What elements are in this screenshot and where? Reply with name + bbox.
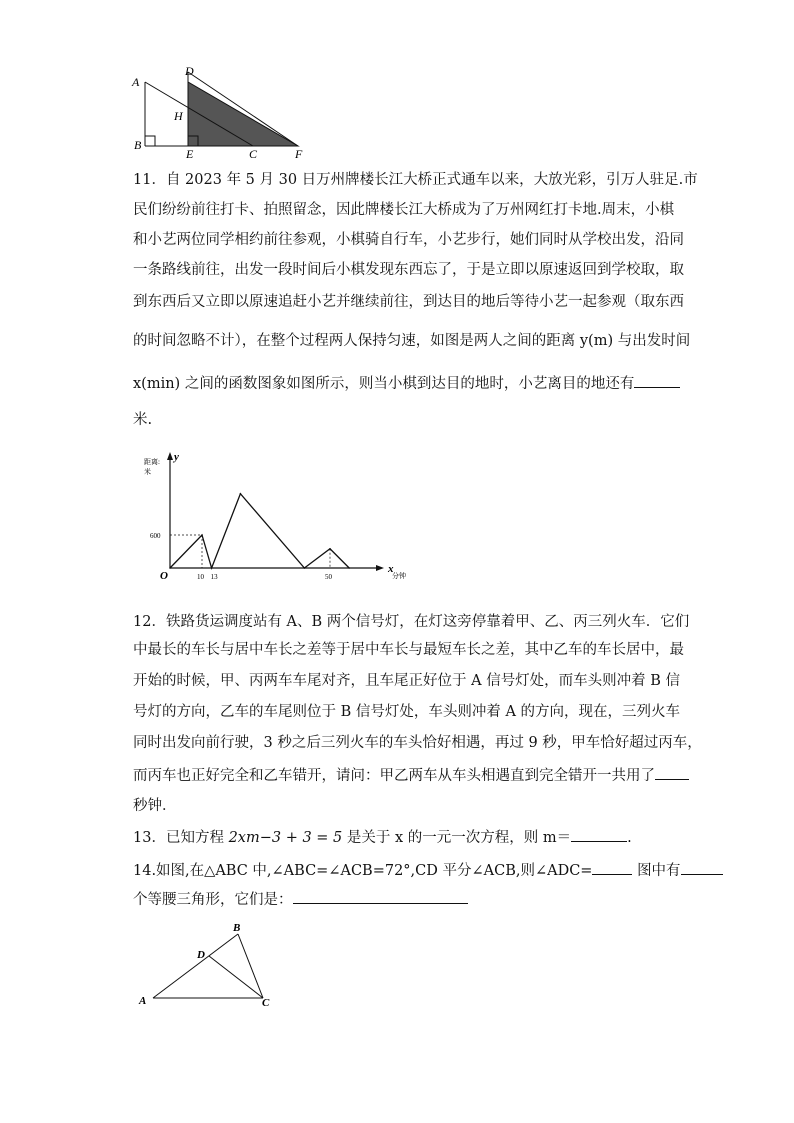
q14-line-1	[133, 860, 723, 881]
q12-answer-blank[interactable]	[655, 765, 689, 780]
origin-label: O	[160, 570, 168, 582]
q14-line-1a: 14.如图,在△ABC 中,∠ABC=∠ACB=72°,CD 平分∠ACB,则∠ADC=	[133, 863, 593, 879]
q11-line-5: 到东西后又立即以原速追赶小艺并继续前往，到达目的地后等待小艺一起参观（取东西	[133, 294, 684, 310]
q12-line-1: 12．铁路货运调度站有 A、B 两个信号灯，在灯这旁停靠着甲、乙、丙三列火车．它们	[133, 614, 690, 630]
q14-angle-blank[interactable]	[592, 860, 632, 875]
q14-count-blank[interactable]	[681, 860, 723, 875]
q14-line-2-text: 个等腰三角形，它们是：	[133, 892, 293, 908]
right-angle-b	[145, 136, 155, 146]
x-tick-13: 13	[210, 573, 218, 581]
q11-line-3: 和小艺两位同学相约前往参观，小棋骑自行车，小艺步行，她们同时从学校出发，沿同	[133, 232, 684, 248]
label-h: H	[174, 109, 183, 123]
x-axis-unit: 分钟	[392, 572, 406, 580]
label-d: D	[185, 64, 194, 78]
data-point	[348, 567, 350, 569]
x-tick-10: 10	[197, 573, 204, 581]
y-axis-label-line1: 距离:	[144, 458, 160, 466]
label-b: B	[233, 922, 241, 934]
label-c: C	[249, 147, 258, 161]
x-axis-arrow	[376, 565, 384, 571]
top-geometry-figure	[128, 62, 318, 162]
q12-line-6	[133, 765, 689, 786]
q11-line-7-text: x(min) 之间的函数图象如图所示，则当小棋到达目的地时，小艺离目的地还有	[133, 376, 635, 392]
q13-answer-blank[interactable]	[571, 827, 627, 842]
q12-line-2: 中最长的车长与居中车长之差等于居中车长与最短车长之差，其中乙车的车长居中，最	[133, 642, 684, 658]
shaded-triangle-dcf	[188, 82, 298, 146]
q11-answer-blank[interactable]	[634, 373, 680, 388]
data-point	[304, 567, 306, 569]
q14-line-1b: 图中有	[637, 863, 681, 879]
x-tick-50: 50	[325, 573, 332, 581]
q13-middle: 是关于 x 的一元一次方程，则 m＝	[346, 830, 572, 846]
x-axis-symbol: x	[388, 563, 394, 575]
q14-triangles-blank[interactable]	[293, 889, 468, 904]
label-f: F	[295, 147, 303, 161]
y-axis-arrow	[167, 452, 173, 460]
bottom-triangle-figure	[135, 918, 285, 1010]
y-axis-label-line2: 米	[144, 468, 151, 476]
label-d: D	[197, 949, 205, 961]
q11-line-2: 民们纷纷前往打卡、拍照留念，因此牌楼长江大桥成为了万州网红打卡地.周末，小棋	[133, 202, 675, 218]
label-a: A	[139, 995, 147, 1007]
label-a: A	[132, 75, 140, 89]
q11-function-graph	[140, 448, 410, 586]
q11-line-1: 11．自 2023 年 5 月 30 日万州牌楼长江大桥正式通车以来，大放光彩，引万人驻足.市	[133, 172, 698, 188]
q12-line-6-text: 而丙车也正好完全和乙车错开，请问：甲乙两车从车头相遇直到完全错开一共用了	[133, 768, 655, 784]
q11-line-4: 一条路线前往，出发一段时间后小棋发现东西忘了，于是立即以原速返回到学校取，取	[133, 262, 684, 278]
data-point	[169, 567, 171, 569]
q11-line-7	[133, 373, 680, 394]
label-c: C	[262, 997, 270, 1009]
label-b: B	[134, 138, 142, 152]
data-point	[240, 493, 242, 495]
q12-line-7: 秒钟．	[133, 798, 177, 814]
q12-line-3: 开始的时候，甲、丙两车车尾对齐，且车尾正好位于 A 信号灯处，而车头则冲着 B 信	[133, 673, 681, 689]
q11-line-6: 的时间忽略不计），在整个过程两人保持匀速，如图是两人之间的距离 y(m) 与出发时间	[133, 333, 691, 349]
label-e: E	[186, 147, 194, 161]
q12-line-5: 同时出发向前行驶，3 秒之后三列火车的车头恰好相遇，再过 9 秒，甲车恰好超过丙车，	[133, 735, 702, 751]
q13-line	[133, 827, 632, 848]
y-tick-600: 600	[150, 532, 161, 540]
q14-line-2	[133, 889, 468, 910]
y-axis-symbol: y	[174, 451, 179, 463]
distance-series-line	[170, 494, 349, 568]
q11-line-8: 米.	[133, 412, 153, 428]
q13-suffix: .	[627, 830, 632, 846]
q13-equation: 2xm−3 + 3 = 5	[228, 830, 343, 846]
data-point	[211, 567, 213, 569]
segment-ab	[153, 934, 238, 998]
q12-line-4: 号灯的方向，乙车的车尾则位于 B 信号灯处，车头则冲着 A 的方向，现在，三列火车	[133, 704, 681, 720]
q13-prefix: 13．已知方程	[133, 830, 224, 846]
